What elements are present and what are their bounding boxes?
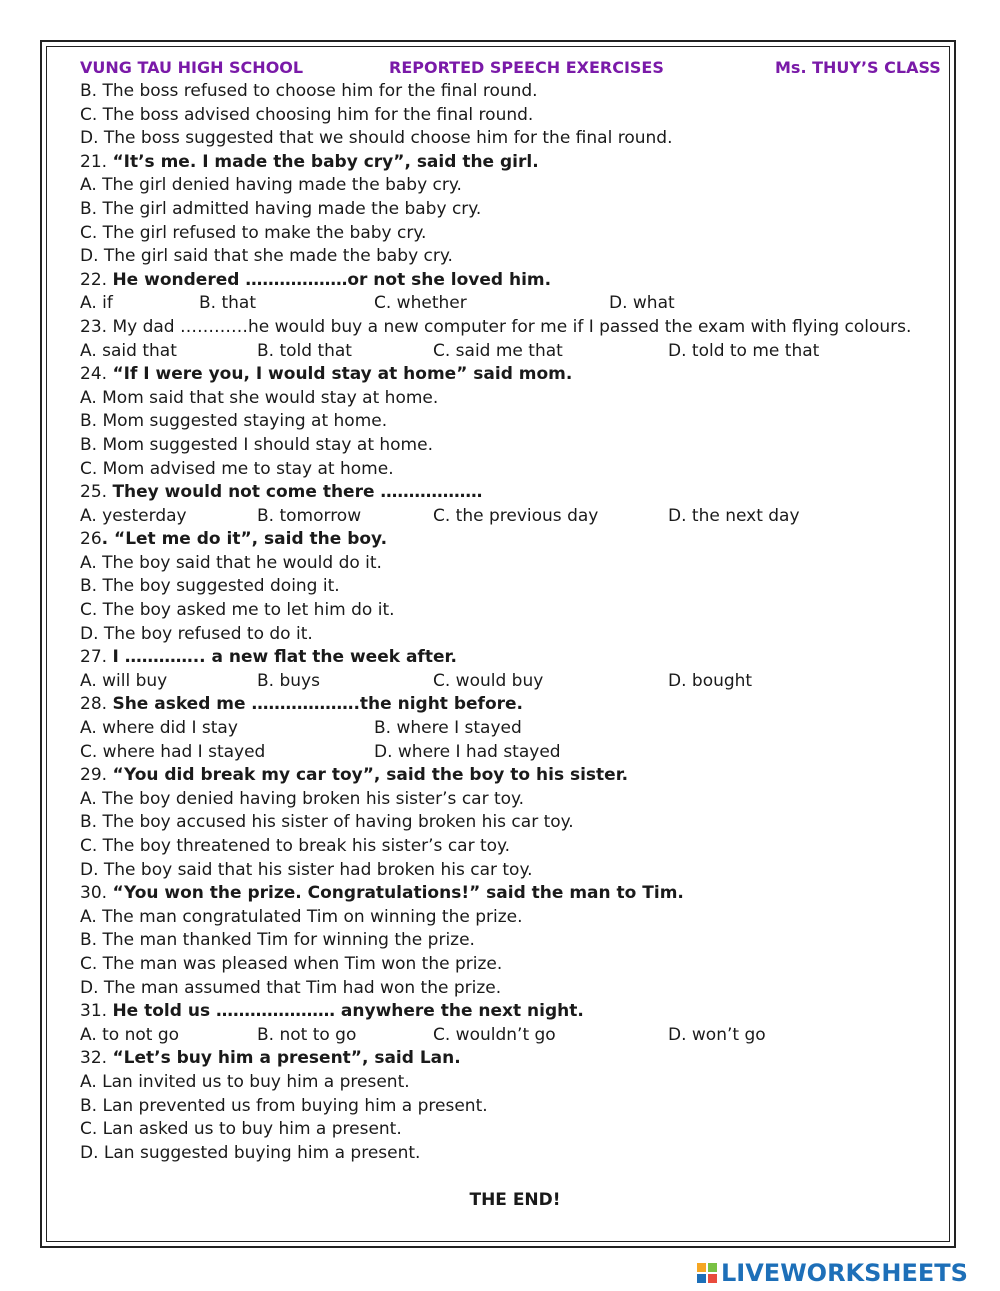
options-row	[80, 340, 942, 364]
logo-blocks-icon	[697, 1263, 717, 1283]
option-choice: A. where did I stay	[80, 718, 238, 739]
question-text: “It’s me. I made the baby cry”, said the girl.	[112, 151, 539, 172]
text-line: B. The boss refused to choose him for the final round.	[80, 81, 538, 101]
question-number: 21.	[80, 151, 113, 172]
text-line: A. The girl denied having made the baby cry.	[80, 175, 462, 196]
options-row	[80, 670, 942, 694]
text-line: C. The boy threatened to break his sister’s car toy.	[80, 836, 511, 856]
option-choice: D. what	[609, 293, 675, 314]
question-number: 30.	[80, 883, 113, 904]
question-text: She asked me ……………….the night before.	[112, 694, 523, 715]
text-line: A. Mom said that she would stay at home.	[80, 387, 439, 408]
option-choice: B. buys	[257, 670, 320, 691]
text-line: C. Mom advised me to stay at home.	[80, 458, 394, 479]
text-line: D. The boy refused to do it.	[80, 623, 313, 644]
question-text: They would not come there ………………	[112, 482, 483, 503]
text-line: B. Mom suggested staying at home.	[80, 411, 388, 432]
option-choice: C. where had I stayed	[80, 741, 266, 762]
question-number: 24.	[80, 364, 113, 385]
option-choice: D. the next day	[668, 505, 800, 526]
option-choice: C. said me that	[433, 340, 563, 361]
question-text: I ………….. a new flat the week after.	[112, 647, 457, 668]
option-choice: A. to not go	[80, 1024, 180, 1045]
text-line: C. The girl refused to make the baby cry.	[80, 222, 427, 243]
question-number: 29.	[80, 765, 113, 786]
question-line	[80, 882, 942, 906]
liveworksheets-logo	[697, 1258, 968, 1288]
text-line: B. The boy suggested doing it.	[80, 576, 340, 597]
options-row	[80, 717, 942, 741]
text-line: B. The man thanked Tim for winning the prize.	[80, 930, 475, 951]
options-row	[80, 292, 942, 316]
text-line: C. The boss advised choosing him for the final round.	[80, 104, 534, 125]
question-number: 27.	[80, 647, 113, 668]
options-row	[80, 505, 942, 529]
option-choice: B. tomorrow	[257, 505, 362, 526]
question-line	[80, 528, 942, 552]
question-text: “You won the prize. Congratulations!” said the man to Tim.	[112, 883, 684, 904]
question-text: He wondered ………………or not she loved him.	[112, 269, 552, 290]
the-end-label: THE END!	[469, 1190, 561, 1210]
text-line: B. The girl admitted having made the baby cry.	[80, 198, 482, 219]
text-line: D. Lan suggested buying him a present.	[80, 1142, 421, 1163]
question-text: “Let’s buy him a present”, said Lan.	[112, 1048, 461, 1069]
question-line	[80, 269, 942, 293]
option-choice: B. told that	[257, 340, 352, 361]
question-text: . “Let me do it”, said the boy.	[101, 529, 388, 550]
text-line: A. The man congratulated Tim on winning the prize.	[80, 906, 523, 927]
text-line: B. The boy accused his sister of having broken his car toy.	[80, 812, 574, 833]
question-text: He told us ………………… anywhere the next night.	[112, 1001, 584, 1022]
question-line	[80, 1047, 942, 1071]
option-choice: C. would buy	[433, 670, 544, 691]
text-line: 23. My dad …………he would buy a new computer for me if I passed the exam with flying colours.	[80, 316, 912, 337]
text-line: C. Lan asked us to buy him a present.	[80, 1119, 402, 1140]
question-line	[80, 151, 942, 175]
option-choice: D. told to me that	[668, 340, 820, 361]
question-text: “If I were you, I would stay at home” said mom.	[112, 364, 573, 385]
question-line	[80, 764, 942, 788]
question-line	[80, 1000, 942, 1024]
option-choice: B. where I stayed	[374, 718, 522, 739]
question-number: 32.	[80, 1048, 113, 1069]
question-number: 26	[80, 529, 102, 550]
option-choice: C. whether	[374, 293, 467, 314]
option-choice: C. wouldn’t go	[433, 1024, 556, 1045]
text-line: D. The man assumed that Tim had won the prize.	[80, 977, 502, 998]
text-line: A. Lan invited us to buy him a present.	[80, 1071, 410, 1092]
question-number: 31.	[80, 1001, 113, 1022]
logo-text: LIVEWORKSHEETS	[721, 1259, 968, 1287]
option-choice: A. said that	[80, 340, 177, 361]
option-choice: A. if	[80, 293, 113, 314]
text-line: D. The girl said that she made the baby cry.	[80, 246, 453, 267]
text-line: B. Lan prevented us from buying him a present.	[80, 1095, 488, 1116]
question-line	[80, 646, 942, 670]
options-row	[80, 741, 942, 765]
text-line: D. The boss suggested that we should choose him for the final round.	[80, 128, 673, 149]
question-text: “You did break my car toy”, said the boy to his sister.	[112, 765, 629, 786]
option-choice: A. will buy	[80, 670, 168, 691]
worksheet-content	[80, 80, 942, 1165]
text-line: B. Mom suggested I should stay at home.	[80, 434, 433, 455]
option-choice: B. that	[199, 293, 256, 314]
class-name: Ms. THUY’S CLASS	[775, 58, 941, 77]
worksheet-header	[80, 58, 942, 80]
question-line	[80, 481, 942, 505]
option-choice: A. yesterday	[80, 505, 187, 526]
options-row	[80, 1024, 942, 1048]
question-number: 28.	[80, 694, 113, 715]
text-line: D. The boy said that his sister had broken his car toy.	[80, 859, 533, 880]
option-choice: B. not to go	[257, 1024, 357, 1045]
worksheet-title: REPORTED SPEECH EXERCISES	[389, 58, 664, 77]
text-line: C. The man was pleased when Tim won the prize.	[80, 953, 503, 974]
text-line: C. The boy asked me to let him do it.	[80, 600, 395, 621]
question-line	[80, 693, 942, 717]
option-choice: D. bought	[668, 670, 753, 691]
option-choice: D. where I had stayed	[374, 741, 561, 762]
question-line	[80, 363, 942, 387]
text-line: A. The boy denied having broken his sister’s car toy.	[80, 788, 525, 809]
option-choice: C. the previous day	[433, 505, 599, 526]
option-choice: D. won’t go	[668, 1024, 766, 1045]
question-number: 22.	[80, 269, 113, 290]
school-name: VUNG TAU HIGH SCHOOL	[80, 58, 304, 77]
text-line: A. The boy said that he would do it.	[80, 552, 382, 573]
question-number: 25.	[80, 482, 113, 503]
